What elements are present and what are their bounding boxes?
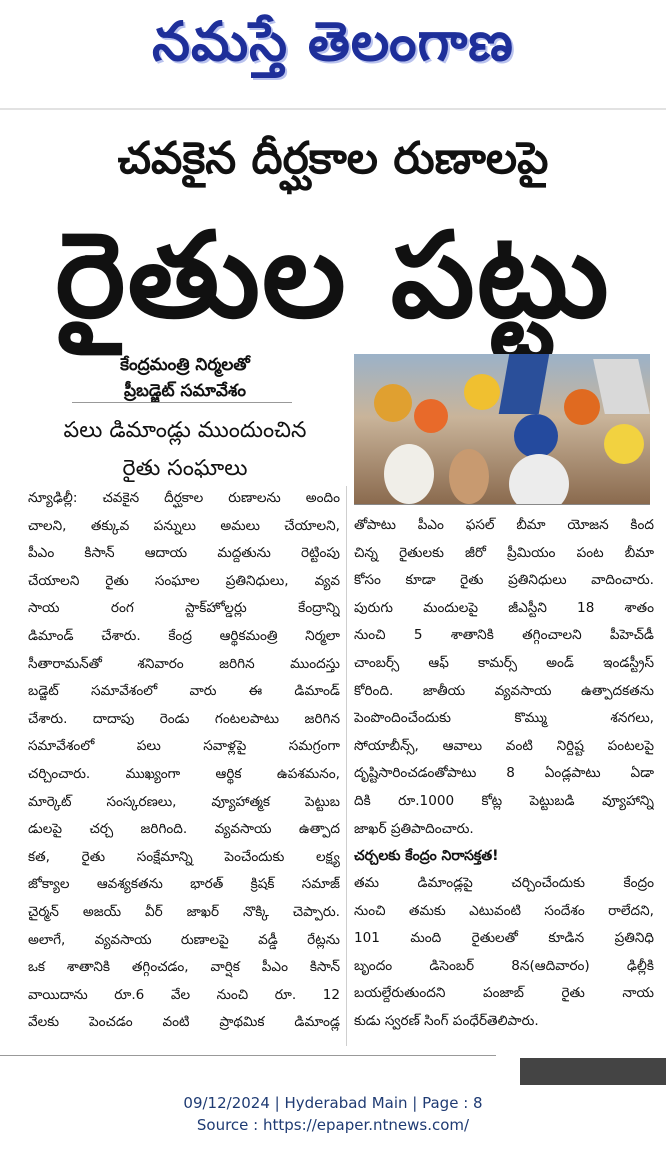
body-line: 101 మంది రైతులతో కూడిన ప్రతినిధి — [354, 930, 654, 947]
body-line: జాఖర్ ప్రతిపాదించారు. — [354, 820, 474, 837]
photo-rule — [354, 504, 650, 505]
body-line: వేలకు పెంచడం వంటి ప్రాథమిక డిమాండ్ల — [28, 1014, 340, 1031]
article-body-right — [354, 512, 654, 843]
body-line: చర్చించారు. ముఖ్యంగా ఆర్థిక ఉపశమనం, — [28, 765, 340, 782]
body-line: కుడు స్వరణ్ సింగ్ పంధేర్‌తెలిపారు. — [354, 1012, 539, 1029]
body-line: సోయాబీన్స్, ఆవాలు వంటి నిర్దిష్ట పంటలపై — [354, 737, 654, 754]
masthead-rule — [0, 108, 666, 110]
masthead-title: నమస్తే తెలంగాణ — [152, 10, 514, 73]
body-line: బయల్దేరుతుందని పంజాబ్ రైతు నాయ — [354, 985, 654, 1002]
body-line: పెంపొందించేందుకు కొమ్ము శనగలు, — [354, 710, 654, 727]
body-line: సీతారామన్‌తో శనివారం జరిగిన ముందస్తు — [28, 655, 340, 672]
deck-line-1: కేంద్రమంత్రి నిర్మలతో — [120, 355, 250, 375]
body-line: చిన్న రైతులకు జీరో ప్రీమియం పంట బీమా — [354, 544, 654, 561]
column-divider — [346, 486, 347, 1046]
deck-line-4: రైతు సంఘాలు — [122, 456, 248, 481]
body-line: మార్కెట్ సంస్కరణలు, వ్యూహాత్మక పెట్టుబ — [28, 793, 340, 810]
body-line: డులపై చర్చ జరిగింది. వ్యవసాయ ఉత్పాద — [28, 821, 340, 838]
footer-source-link[interactable]: Source : https://epaper.ntnews.com/ — [196, 1116, 470, 1134]
body-line: పురుగు మందులపై జీఎస్టీని 18 శాతం — [354, 599, 654, 616]
deck-line-3: పలు డిమాండ్లు ముందుంచిన — [63, 418, 307, 443]
body-line: నుంచి తమకు ఎటువంటి సందేశం రాలేదని, — [354, 902, 654, 919]
body-line: అలాగే, వ్యవసాయ రుణాలపై వడ్డీ రేట్లను — [28, 931, 340, 948]
body-line: చాలని, తక్కువ పన్నులు అమలు చేయాలని, — [28, 517, 340, 534]
body-line: బడ్జెట్ సమావేశంలో వారు ఈ డిమాండ్ — [28, 683, 340, 700]
deck-line-2: ప్రీబడ్జెట్ సమావేశం — [124, 381, 246, 401]
adjacent-article-image — [520, 1058, 666, 1085]
body-line: పీఎం కిసాన్ ఆదాయ మద్దతును రెట్టింపు — [28, 545, 340, 562]
body-line: కత, రైతు సంక్షేమాన్ని పెంచేందుకు లక్ష్య — [28, 848, 340, 865]
body-line: చేయాలని రైతు సంఘాల ప్రతినిధులు, వ్యవ — [28, 572, 340, 589]
body-line: తోపాటు పీఎం ఫసల్ బీమా యోజన కింద — [354, 517, 654, 533]
body-line: డిమాండ్ చేశారు. కేంద్ర ఆర్థికమంత్రి నిర్మలా — [28, 627, 340, 644]
body-line: సాయ రంగ స్టాక్‌హోల్డర్లు కేంద్రాన్ని — [28, 600, 340, 617]
body-line: నుంచి 5 శాతానికి తగ్గించాలని పీహెచ్‌డీ — [354, 627, 654, 644]
article-body-right-2 — [354, 870, 654, 1036]
body-line: వాయిదాను రూ.6 వేల నుంచి రూ. 12 — [28, 986, 340, 1003]
article-body-left — [28, 485, 340, 1037]
body-line: సమావేశంలో పలు సవాళ్లపై సమగ్రంగా — [28, 738, 340, 755]
body-line: చేశారు. దాదాపు రెండు గంటలపాటు జరిగిన — [28, 710, 340, 727]
article-subhead: చర్చలకు కేంద్రం నిరాసక్తత! — [354, 848, 499, 864]
body-line: ఒక శాతానికి తగ్గించడం, వార్షిక పీఎం కిసాన్ — [28, 959, 340, 976]
article-headline: రైతుల పట్టు — [55, 206, 611, 344]
deck-rule — [72, 402, 292, 403]
body-line: కోసం కూడా రైతు ప్రతినిధులు వాదించారు. — [354, 572, 654, 589]
body-line: న్యూఢిల్లీ: చవకైన దీర్ఘకాల రుణాలను అందిం — [28, 490, 340, 506]
body-line: చైర్మన్ అజయ్ వీర్ జాఖర్ నొక్కి చెప్పారు. — [28, 903, 340, 920]
body-line: తమ డిమాండ్లపై చర్చించేందుకు కేంద్రం — [354, 875, 654, 891]
article-kicker: చవకైన దీర్ఘకాల రుణాలపై — [117, 133, 549, 184]
body-line: జోక్యాల ఆవశ్యకతను భారత్ క్రిషక్ సమాజ్ — [28, 876, 340, 893]
footer-edition-info: 09/12/2024 | Hyderabad Main | Page : 8 — [183, 1094, 483, 1112]
body-line: దృష్టిసారించడంతోపాటు 8 ఏండ్లపాటు ఏడా — [354, 765, 654, 782]
body-line: బృందం డిసెంబర్ 8న(ఆదివారం) ఢిల్లీకి — [354, 957, 654, 974]
body-line: కోరింది. జాతీయ వ్యవసాయ ఉత్పాదకతను — [354, 682, 654, 699]
farmers-protest-photo — [354, 354, 650, 504]
bottom-rule — [0, 1055, 496, 1056]
body-line: దికి రూ.1000 కోట్ల పెట్టుబడి వ్యూహాన్ని — [354, 792, 654, 809]
body-line: చాంబర్స్ ఆఫ్ కామర్స్ అండ్ ఇండస్ట్రీస్ — [354, 654, 654, 671]
